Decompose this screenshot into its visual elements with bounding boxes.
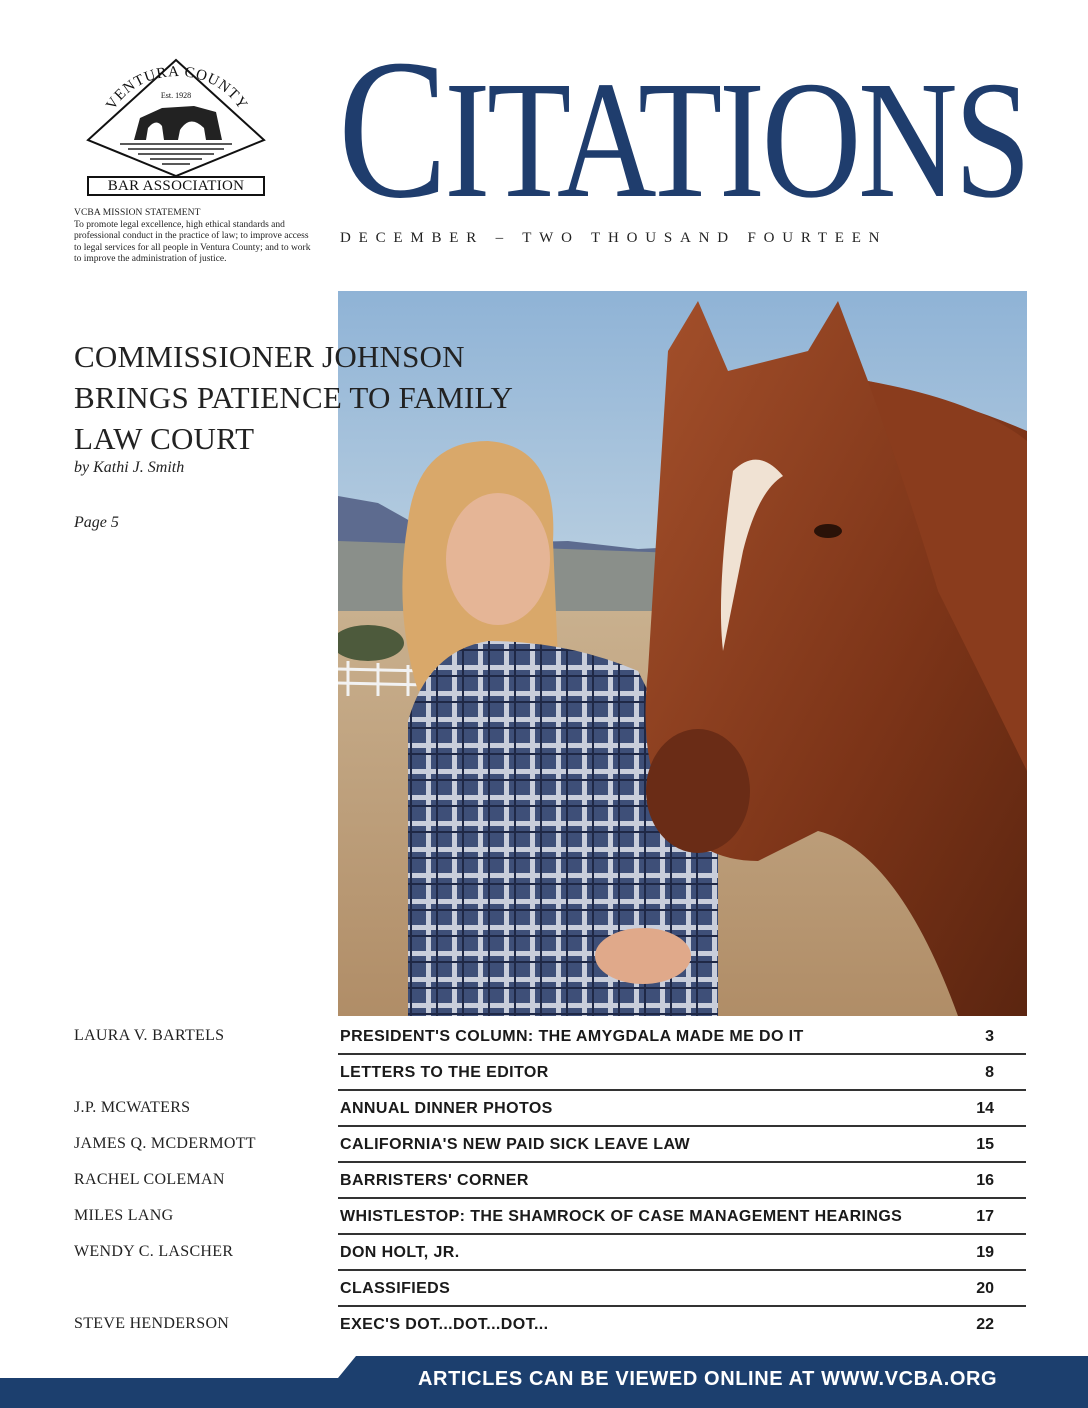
toc-page-number: 3 (985, 1028, 994, 1045)
toc-author: MILES LANG (74, 1207, 174, 1224)
toc-row[interactable] (0, 1127, 1088, 1163)
toc-title: WHISTLESTOP: THE SHAMROCK OF CASE MANAGEMENT HEARINGS (340, 1208, 903, 1225)
toc-author: RACHEL COLEMAN (74, 1171, 225, 1188)
toc-author: J.P. MCWATERS (74, 1099, 191, 1116)
toc-title: BARRISTERS' CORNER (340, 1172, 529, 1189)
toc-row[interactable] (0, 1019, 1088, 1055)
toc-row[interactable] (0, 1271, 1088, 1307)
cover-story-headline: COMMISSIONER JOHNSON BRINGS PATIENCE TO FAMILY LAW COURT (74, 339, 512, 456)
toc-page-number: 22 (976, 1316, 994, 1333)
footer-banner (0, 1356, 1088, 1408)
svg-text:VENTURA COUNTY: VENTURA COUNTY (103, 64, 251, 113)
toc-title: CALIFORNIA'S NEW PAID SICK LEAVE LAW (340, 1136, 691, 1153)
logo-bar-association-label: BAR ASSOCIATION (87, 176, 265, 196)
toc-row[interactable] (0, 1235, 1088, 1271)
mission-statement (74, 208, 314, 266)
toc-row[interactable] (0, 1055, 1088, 1091)
toc-page-number: 20 (976, 1280, 994, 1297)
footer-website-link[interactable]: ARTICLES CAN BE VIEWED ONLINE AT WWW.VCBA.ORG (418, 1368, 998, 1390)
cover-story (74, 336, 534, 477)
vcba-logo (84, 52, 268, 198)
magazine-title-initial: C (338, 19, 445, 240)
toc-author: STEVE HENDERSON (74, 1315, 230, 1332)
toc-title: LETTERS TO THE EDITOR (340, 1064, 549, 1081)
toc-row[interactable] (0, 1307, 1088, 1343)
toc-row[interactable] (0, 1199, 1088, 1235)
toc-author: LAURA V. BARTELS (74, 1027, 225, 1044)
toc-title: PRESIDENT'S COLUMN: THE AMYGDALA MADE ME DO IT (340, 1028, 804, 1045)
magazine-title-rest: ITATIONS (444, 47, 1028, 233)
mission-title: VCBA MISSION STATEMENT (74, 208, 201, 218)
toc-title: DON HOLT, JR. (340, 1244, 460, 1261)
toc-row[interactable] (0, 1163, 1088, 1199)
toc-title: ANNUAL DINNER PHOTOS (340, 1100, 553, 1117)
toc-author: WENDY C. LASCHER (74, 1243, 234, 1260)
toc-page-number: 8 (985, 1064, 994, 1081)
toc-page-number: 16 (976, 1172, 994, 1189)
toc-page-number: 19 (976, 1244, 994, 1261)
toc-page-number: 14 (976, 1100, 994, 1117)
cover-story-page-ref: Page 5 (74, 514, 119, 531)
toc-page-number: 17 (976, 1208, 994, 1225)
cover-story-byline: by Kathi J. Smith (74, 459, 185, 476)
toc-title: CLASSIFIEDS (340, 1280, 451, 1297)
toc-title: EXEC'S DOT...DOT...DOT... (340, 1316, 549, 1333)
toc-row[interactable] (0, 1091, 1088, 1127)
svg-text:Est. 1928: Est. 1928 (160, 91, 192, 100)
mission-text: To promote legal excellence, high ethical standards and professional conduct in the practice of law; to improve access to legal services for all people in Ventura County; and to work to improve the administration of justice. (74, 219, 311, 265)
issue-date: DECEMBER – TWO THOUSAND FOURTEEN (340, 230, 888, 246)
toc-author: JAMES Q. MCDERMOTT (74, 1135, 256, 1152)
toc-page-number: 15 (976, 1136, 994, 1153)
